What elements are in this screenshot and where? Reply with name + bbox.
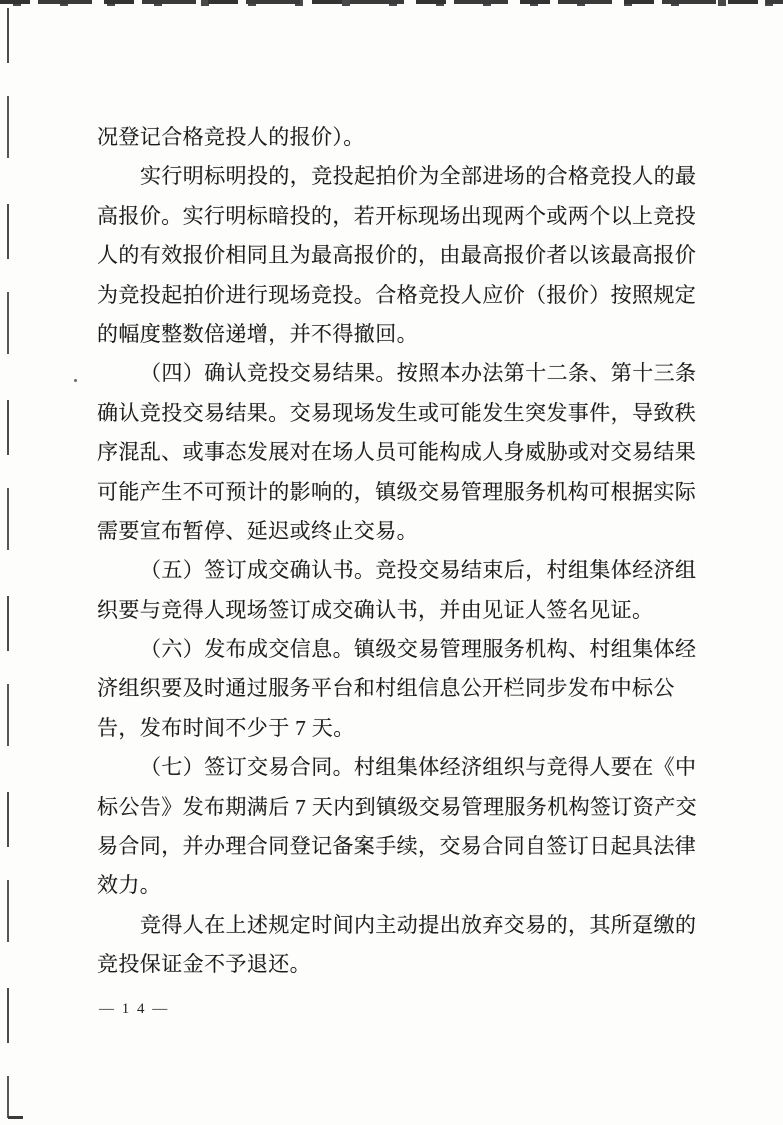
text-line: 竞得人在上述规定时间内主动提出放弃交易的，其所趸缴的 xyxy=(140,912,697,937)
scan-artifact-speck xyxy=(74,379,77,382)
text-line: （五）签订成交确认书。竞投交易结束后，村组集体经济组 xyxy=(140,558,697,583)
text-line: 为竞投起拍价进行现场竞投。合格竞投人应价（报价）按照规定 xyxy=(97,282,697,307)
scan-artifact-top-edge xyxy=(0,0,783,6)
scan-artifact-left-edge xyxy=(7,8,9,1118)
text-line: 人的有效报价相同且为最高报价的，由最高报价者以该最高报价 xyxy=(97,243,697,268)
text-line: （四）确认竞投交易结果。按照本办法第十二条、第十三条 xyxy=(140,361,697,386)
text-line: 况登记合格竞投人的报价）。 xyxy=(97,125,365,149)
page-number: — 1 4 — xyxy=(99,1001,170,1017)
text-line: 织要与竞得人现场签订成交确认书，并由见证人签名见证。 xyxy=(97,597,654,622)
text-line: 竞投保证金不予退还。 xyxy=(97,952,311,977)
text-line: 济组织要及时通过服务平台和村组信息公开栏同步发布中标公 xyxy=(97,676,675,701)
text-line: （七）签订交易合同。村组集体经济组织与竞得人要在《中 xyxy=(140,755,697,780)
scan-artifact-bottom-dash xyxy=(8,1116,23,1119)
text-line: （六）发布成交信息。镇级交易管理服务机构、村组集体经 xyxy=(140,637,697,662)
text-line: 易合同，并办理合同登记备案手续，交易合同自签订日起具法律 xyxy=(97,834,697,859)
text-line: 可能产生不可预计的影响的，镇级交易管理服务机构可根据实际 xyxy=(97,479,697,504)
text-line: 告，发布时间不少于 7 天。 xyxy=(97,715,355,740)
text-line: 序混乱、或事态发展对在场人员可能构成人身威胁或对交易结果 xyxy=(97,440,697,465)
text-content xyxy=(97,118,737,985)
text-line: 确认竞投交易结果。交易现场发生或可能发生突发事件，导致秩 xyxy=(97,400,697,425)
text-line: 标公告》发布期满后 7 天内到镇级交易管理服务机构签订资产交 xyxy=(97,794,697,819)
text-line: 的幅度整数倍递增，并不得撤回。 xyxy=(97,321,418,346)
text-line: 效力。 xyxy=(97,873,162,898)
text-line: 实行明标明投的，竞投起拍价为全部进场的合格竞投人的最 xyxy=(140,164,697,189)
text-line: 高报价。实行明标暗投的，若开标现场出现两个或两个以上竞投 xyxy=(97,203,697,228)
text-line: 需要宣布暂停、延迟或终止交易。 xyxy=(97,518,418,543)
